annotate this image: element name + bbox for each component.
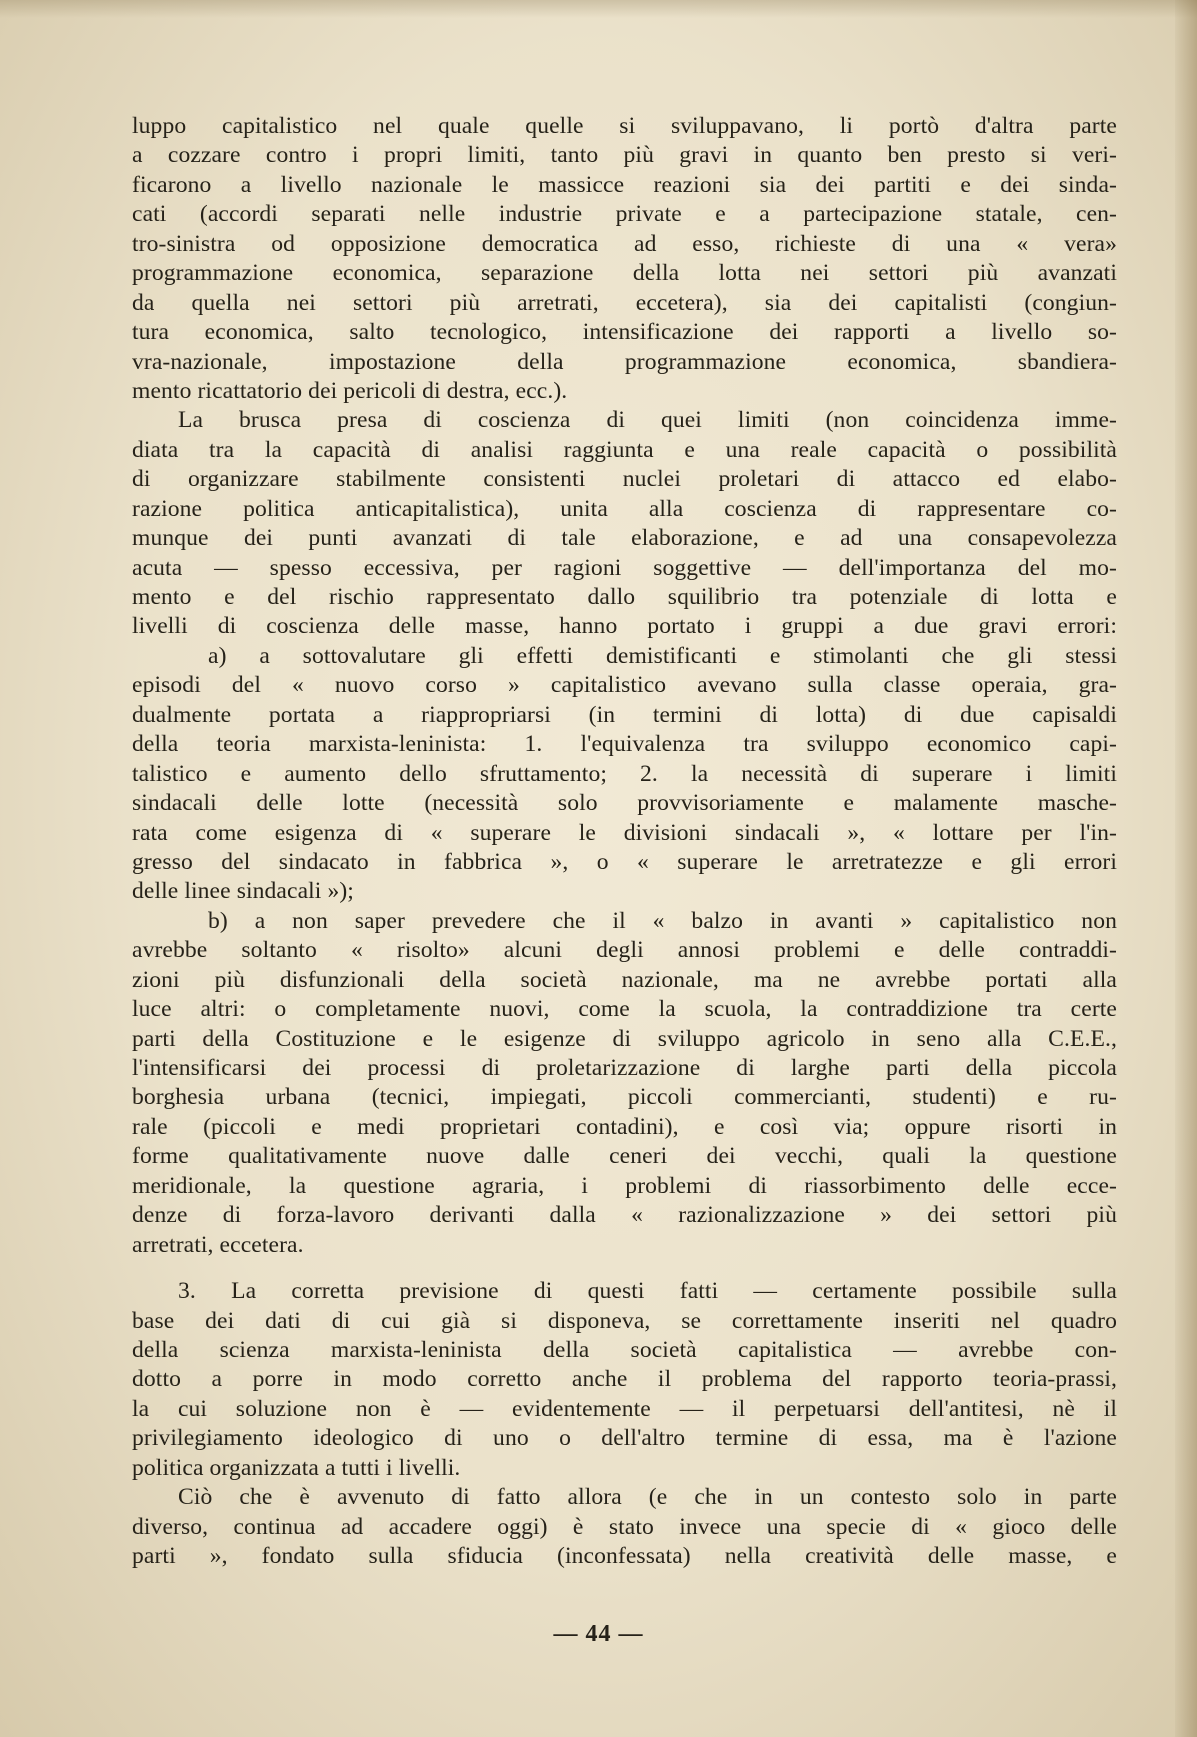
text-line: borghesia urbana (tecnici, impiegati, piccoli commercianti, studenti) e ru- bbox=[132, 1084, 1117, 1111]
text-line: meridionale, la questione agraria, i problemi di riassorbimento delle ecce- bbox=[132, 1172, 1117, 1199]
text-line: munque dei punti avanzati di tale elaborazione, e ad una consapevolezza bbox=[132, 525, 1117, 552]
text-line: cati (accordi separati nelle industrie private e a partecipazione statale, cen- bbox=[132, 201, 1117, 228]
page-number: — 44 — bbox=[553, 1621, 644, 1647]
text-line: politica organizzata a tutti i livelli. bbox=[132, 1454, 461, 1481]
text-line: della scienza marxista-leninista della società capitalistica — avrebbe con- bbox=[132, 1336, 1117, 1363]
text-line: base dei dati di cui già si disponeva, se correttamente inseriti nel quadro bbox=[132, 1307, 1117, 1334]
text-line: dualmente portata a riappropriarsi (in termini di lotta) di due capisaldi bbox=[132, 701, 1117, 728]
text-line: parti », fondato sulla sfiducia (inconfessata) nella creatività delle masse, e bbox=[132, 1543, 1117, 1569]
text-line: delle linee sindacali »); bbox=[132, 878, 354, 905]
list-item-b-start: b) a non saper prevedere che il « balzo in avanti » capitalistico non bbox=[208, 907, 1117, 934]
list-item-a-start: a) a sottovalutare gli effetti demistificanti e stimolanti che gli stessi bbox=[208, 642, 1117, 669]
paragraph-start-line: La brusca presa di coscienza di quei limiti (non coincidenza imme- bbox=[178, 407, 1117, 434]
text-line: ficarono a livello nazionale le massicce reazioni sia dei partiti e dei sinda- bbox=[132, 171, 1117, 198]
text-line: luce altri: o completamente nuovi, come la scuola, la contraddizione tra certe bbox=[132, 996, 1117, 1023]
text-line: avrebbe soltanto « risolto» alcuni degli annosi problemi e delle contraddi- bbox=[132, 937, 1117, 964]
text-line: tura economica, salto tecnologico, intensificazione dei rapporti a livello so- bbox=[132, 319, 1117, 346]
text-line: talistico e aumento dello sfruttamento; 2. la necessità di superare i limiti bbox=[132, 760, 1117, 787]
text-line: rale (piccoli e medi proprietari contadini), e così via; oppure risorti in bbox=[132, 1113, 1117, 1140]
text-line: luppo capitalistico nel quale quelle si sviluppavano, li portò d'altra parte bbox=[132, 113, 1117, 139]
text-line: programmazione economica, separazione della lotta nei settori più avanzati bbox=[132, 260, 1117, 287]
text-line: mento ricattatorio dei pericoli di destra, ecc.). bbox=[132, 377, 568, 404]
text-line: forme qualitativamente nuove dalle ceneri dei vecchi, quali la questione bbox=[132, 1143, 1117, 1170]
text-line: tro-sinistra od opposizione democratica ad esso, richieste di una « vera» bbox=[132, 230, 1117, 257]
text-line: razione politica anticapitalistica), unita alla coscienza di rappresentare co- bbox=[132, 495, 1117, 522]
text-line: della teoria marxista-leninista: 1. l'equivalenza tra sviluppo economico capi- bbox=[132, 731, 1117, 758]
text-line: diata tra la capacità di analisi raggiunta e una reale capacità o possibilità bbox=[132, 436, 1117, 463]
paragraph-start-line: Ciò che è avvenuto di fatto allora (e che in un contesto solo in parte bbox=[178, 1484, 1117, 1511]
section-gap bbox=[132, 1260, 1117, 1277]
text-line: vra-nazionale, impostazione della programmazione economica, sbandiera- bbox=[132, 348, 1117, 375]
text-line: gresso del sindacato in fabbrica », o « superare le arretratezze e gli errori bbox=[132, 848, 1117, 875]
text-line: livelli di coscienza delle masse, hanno portato i gruppi a due gravi errori: bbox=[132, 613, 1117, 640]
text-line: denze di forza-lavoro derivanti dalla « razionalizzazione » dei settori più bbox=[132, 1202, 1117, 1229]
text-line: zioni più disfunzionali della società nazionale, ma ne avrebbe portati alla bbox=[132, 966, 1117, 993]
text-line: l'intensificarsi dei processi di proletarizzazione di larghe parti della piccola bbox=[132, 1055, 1117, 1081]
page-right-edge-shadow bbox=[1175, 0, 1197, 1737]
text-line: parti della Costituzione e le esigenze di sviluppo agricolo in seno alla C.E.E., bbox=[132, 1025, 1117, 1052]
text-line: rata come esigenza di « superare le divisioni sindacali », « lottare per l'in- bbox=[132, 819, 1117, 846]
page-top-shadow bbox=[0, 0, 1197, 18]
text-line: sindacali delle lotte (necessità solo provvisoriamente e malamente masche- bbox=[132, 790, 1117, 817]
text-line: privilegiamento ideologico di uno o dell'altro termine di essa, ma è l'azione bbox=[132, 1425, 1117, 1452]
text-line: arretrati, eccetera. bbox=[132, 1231, 304, 1258]
text-line: diverso, continua ad accadere oggi) è stato invece una specie di « gioco delle bbox=[132, 1513, 1117, 1540]
text-line: a cozzare contro i propri limiti, tanto più gravi in quanto ben presto si veri- bbox=[132, 142, 1117, 169]
text-line: acuta — spesso eccessiva, per ragioni soggettive — dell'importanza del mo- bbox=[132, 554, 1117, 581]
text-line: dotto a porre in modo corretto anche il problema del rapporto teoria-prassi, bbox=[132, 1366, 1117, 1393]
body-text bbox=[132, 112, 1117, 1571]
text-line: da quella nei settori più arretrati, eccetera), sia dei capitalisti (congiun- bbox=[132, 289, 1117, 316]
section-3-start: 3. La corretta previsione di questi fatti — certamente possibile sulla bbox=[178, 1278, 1117, 1305]
text-line: di organizzare stabilmente consistenti nuclei proletari di attacco ed elabo- bbox=[132, 466, 1117, 493]
text-line: la cui soluzione non è — evidentemente — il perpetuarsi dell'antitesi, nè il bbox=[132, 1395, 1117, 1422]
text-line: episodi del « nuovo corso » capitalistico avevano sulla classe operaia, gra- bbox=[132, 672, 1117, 699]
text-line: mento e del rischio rappresentato dallo squilibrio tra potenziale di lotta e bbox=[132, 584, 1117, 610]
